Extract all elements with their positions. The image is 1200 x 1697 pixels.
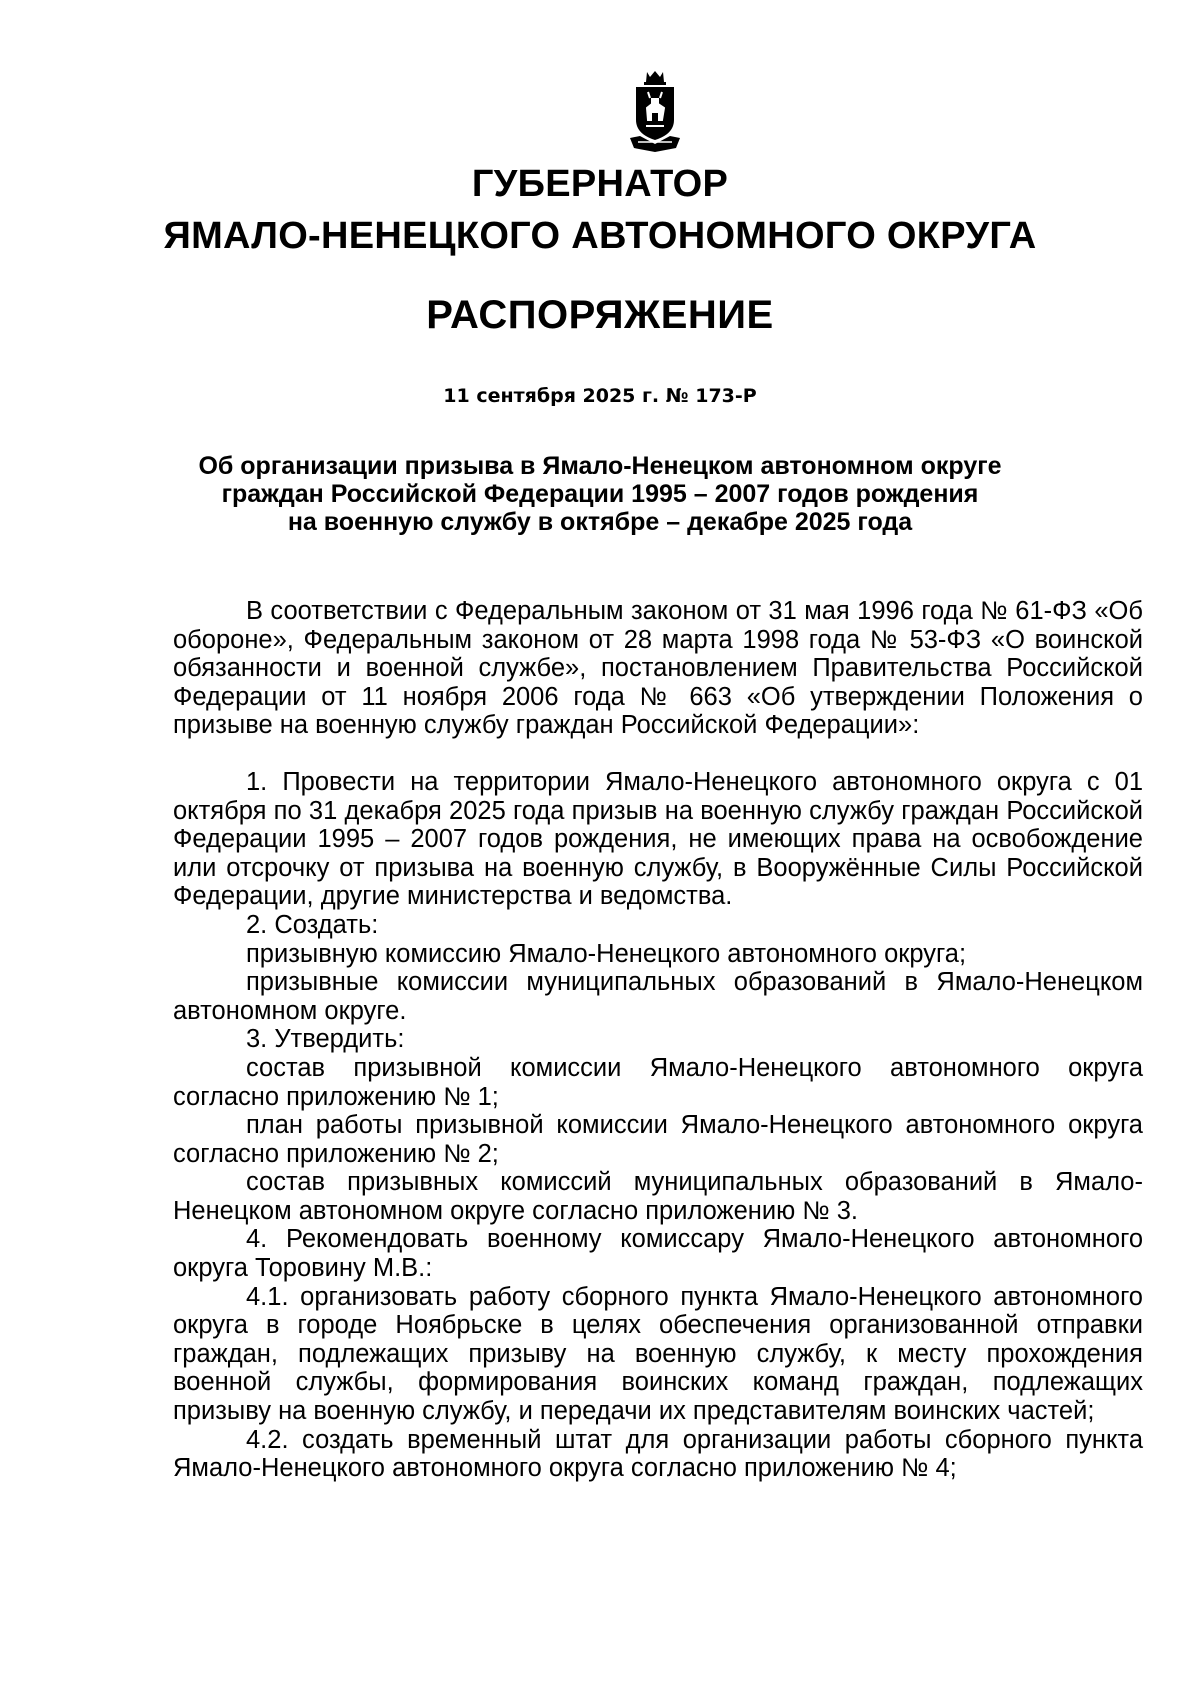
document-date-number: 11 сентября 2025 г. № 173-Р	[443, 385, 757, 407]
clause-2: 2. Создать:	[246, 910, 379, 939]
clause-4-2: 4.2. создать временный штат для организации работы сборного пункта Ямало-Ненецкого автономного округа согласно приложению № 4;	[173, 1425, 1143, 1483]
clause-4: 4. Рекомендовать военному комиссару Ямало-Ненецкого автономного округа Торовину М.В.:	[173, 1225, 1143, 1283]
document-subject	[0, 452, 1200, 536]
clause-1: 1. Провести на территории Ямало-Ненецкого автономного округа с 01 октября по 31 декабря 2025 года призыв на военную службу граждан Российской Федерации 1995 – 2007 годов рождения, не имеющих права на освобождение или отсрочку от призыва на военную службу, в Вооружённые Силы Российской Федерации, другие министерства и ведомства.	[173, 767, 1143, 911]
subject-line: на военную службу в октябре – декабре 2025 года	[287, 508, 913, 536]
yanao-coat-of-arms-icon	[626, 68, 684, 154]
document-body	[173, 597, 1143, 1483]
document-type: РАСПОРЯЖЕНИЕ	[426, 293, 774, 337]
issuer-region: ЯМАЛО-НЕНЕЦКОГО АВТОНОМНОГО ОКРУГА	[163, 215, 1037, 257]
clause-3: 3. Утвердить:	[246, 1025, 405, 1054]
subject-line: Об организации призыва в Ямало-Ненецком автономном округе	[198, 452, 1002, 480]
issuer-header	[0, 158, 1200, 262]
clause-3-item: состав призывных комиссий муниципальных образований в Ямало-Ненецком автономном округе согласно приложению № 3.	[173, 1168, 1143, 1225]
clause-2-item: призывную комиссию Ямало-Ненецкого автономного округа;	[246, 939, 967, 968]
clause-3-item: план работы призывной комиссии Ямало-Ненецкого автономного округа согласно приложению № 2;	[173, 1111, 1143, 1168]
subject-line: граждан Российской Федерации 1995 – 2007 годов рождения	[221, 480, 979, 508]
preamble-paragraph: В соответствии с Федеральным законом от 31 мая 1996 года № 61-ФЗ «Об обороне», Федеральным законом от 28 марта 1998 года № 53-ФЗ «О воинской обязанности и военной службе», постановлением Правительства Российской Федерации от 11 ноября 2006 года № 663 «Об утверждении Положения о призыве на военную службу граждан Российской Федерации»:	[173, 597, 1143, 740]
clause-2-item: призывные комиссии муниципальных образований в Ямало-Ненецком автономном округе.	[173, 968, 1143, 1025]
issuer-title: ГУБЕРНАТОР	[471, 163, 729, 205]
clause-4-1: 4.1. организовать работу сборного пункта Ямало-Ненецкого автономного округа в городе Ноябрьске в целях обеспечения организованной отправки граждан, подлежащих призыву на военную службу, к месту прохождения военной службы, формирования воинских команд граждан, подлежащих призыву на военную службу, и передачи их представителям воинских частей;	[173, 1282, 1143, 1426]
clause-3-item: состав призывной комиссии Ямало-Ненецкого автономного округа согласно приложению № 1;	[173, 1053, 1143, 1111]
